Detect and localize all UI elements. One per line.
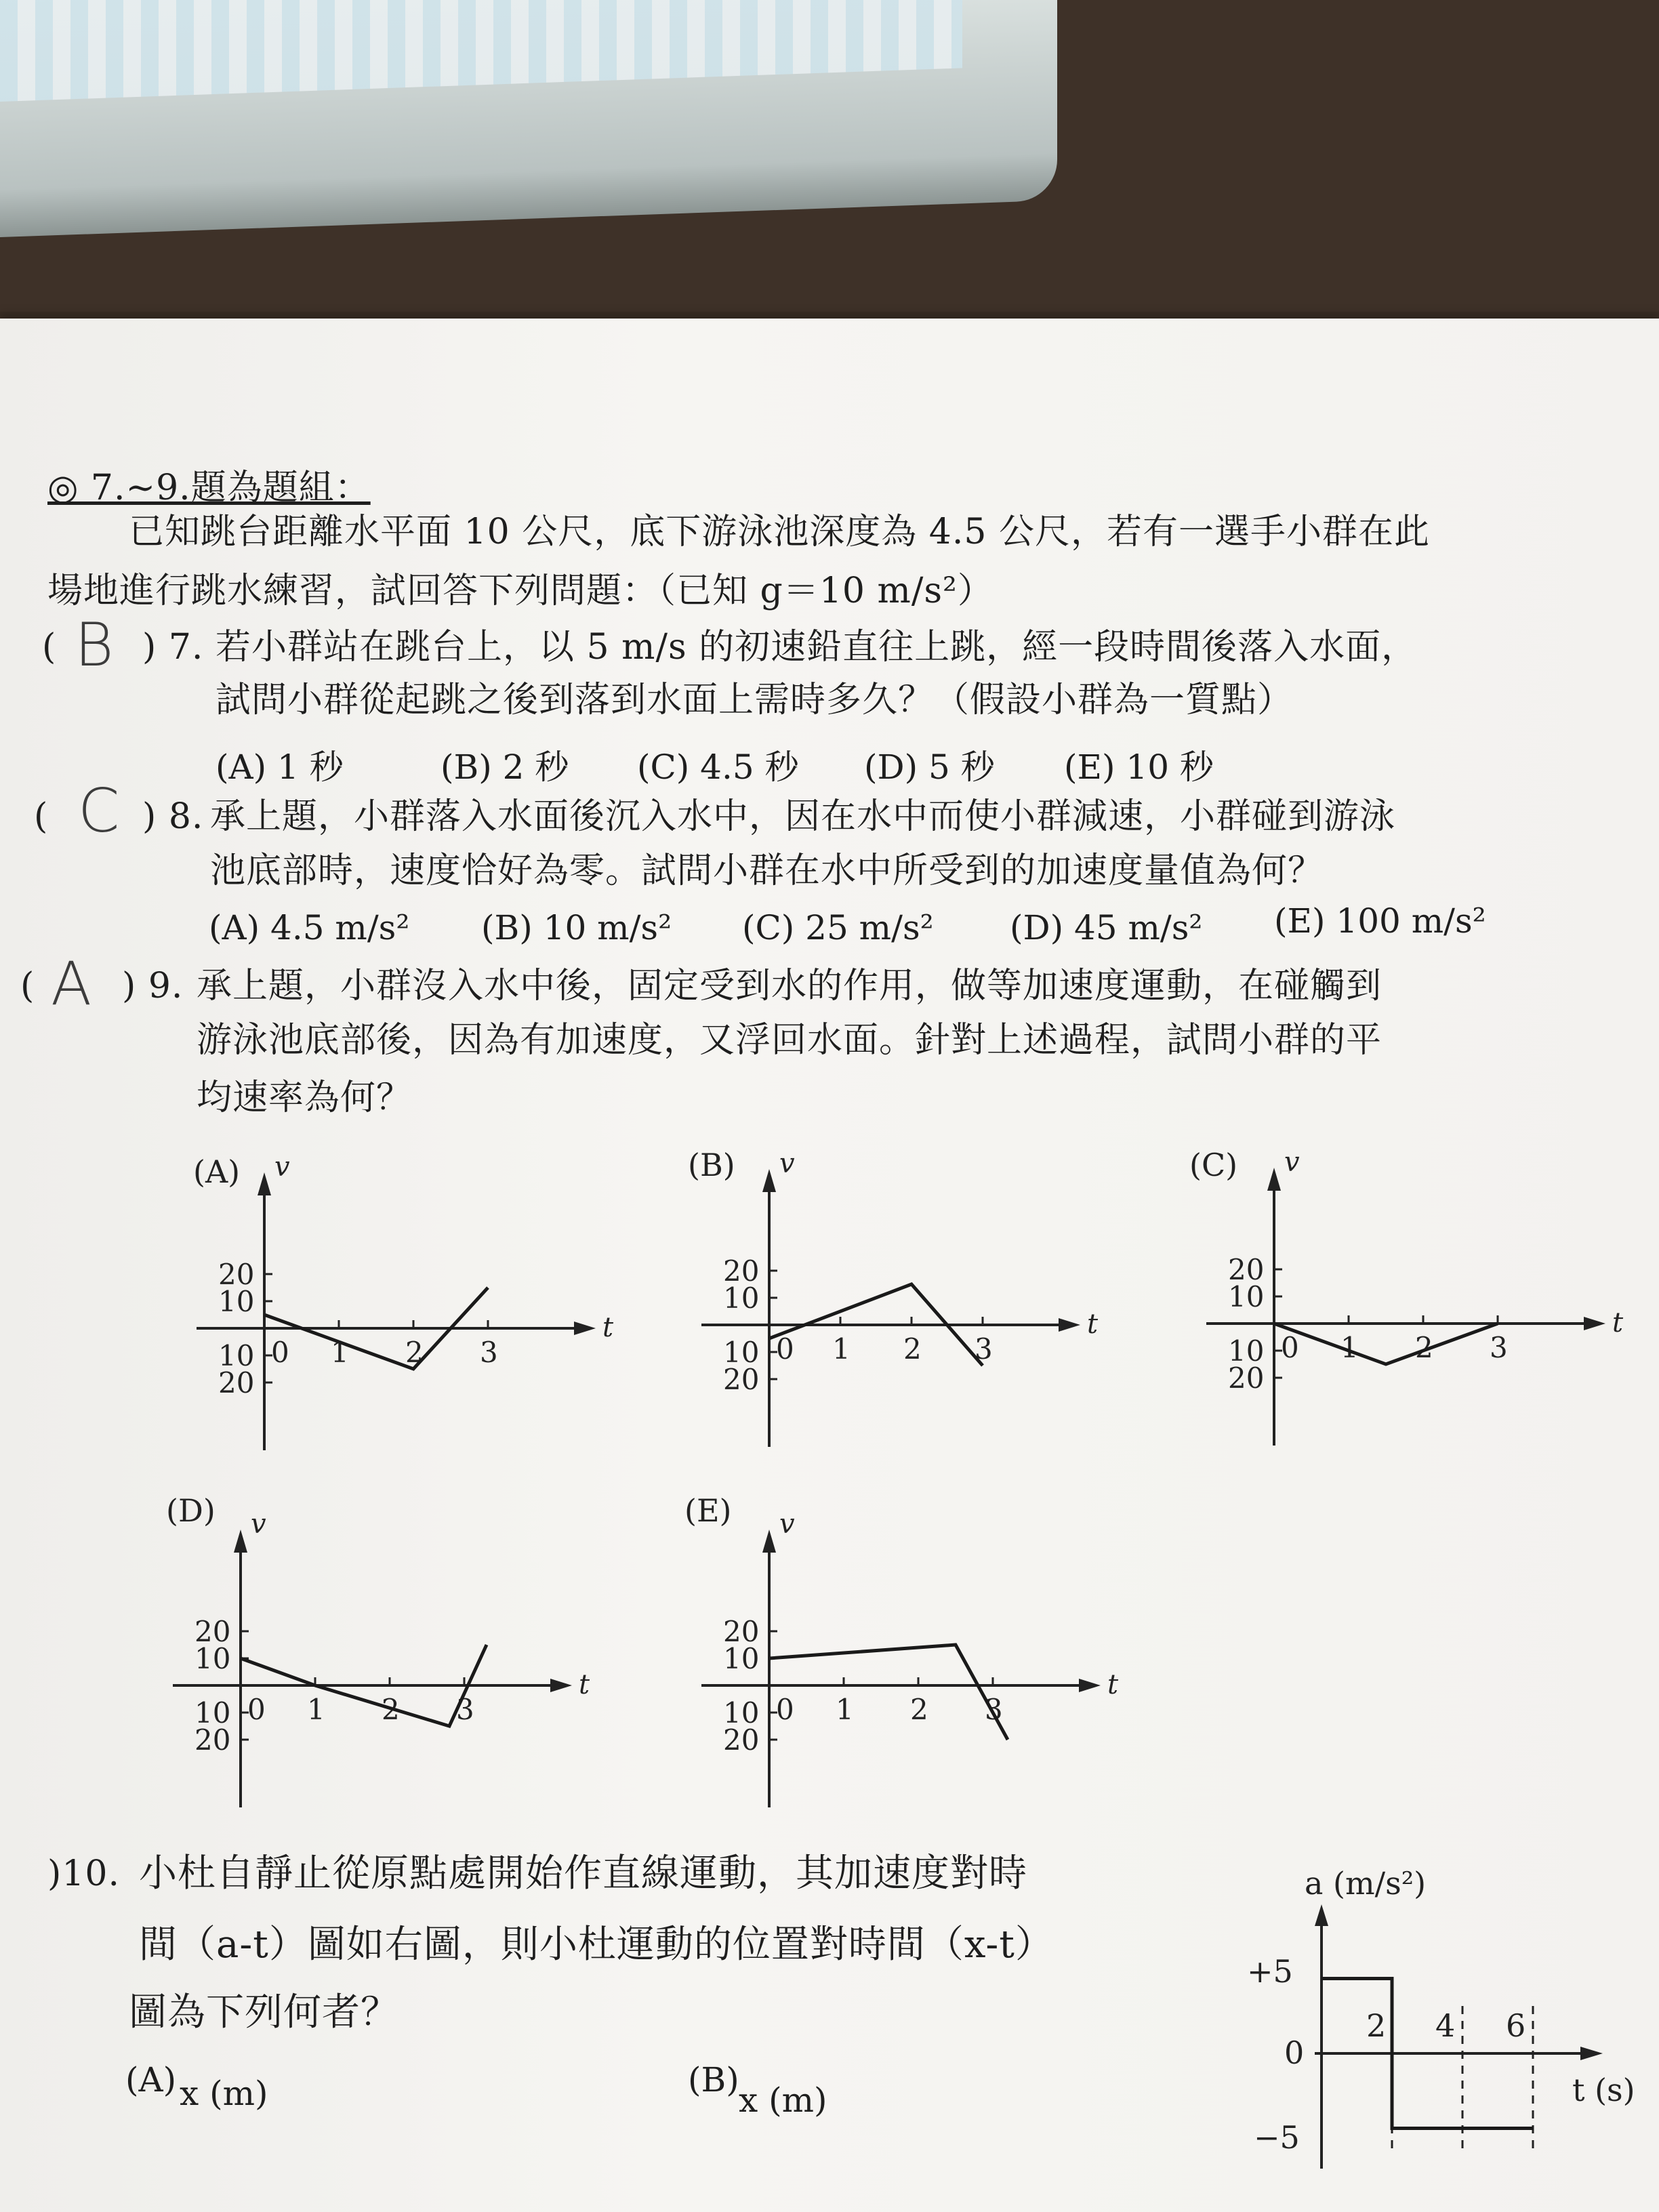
graph-a-t-label: t [602,1312,614,1343]
q10-option-a: (A) [125,2060,177,2100]
graph-e-y-tick-label: 20 [723,1723,760,1757]
at-graph-y-tick-label: 0 [1284,2034,1305,2071]
graph-a-v-arrow [258,1172,271,1195]
at-graph-x-label: t (s) [1572,2072,1635,2108]
q9-line-3: 均速率為何？ [197,1078,413,1118]
q7-number: ) 7. [142,627,204,668]
graph-c-x-tick-label: 0 [1281,1331,1299,1364]
q10-option-a-axis-label: x (m) [180,2074,268,2113]
graph-c-v-arrow [1267,1168,1281,1191]
q10-option-b-axis-label: x (m) [739,2081,827,2120]
graph-a-x-tick-label: 2 [405,1336,424,1369]
graph-a-y-tick-label: 10 [218,1339,255,1372]
at-graph-y-tick-label: +5 [1247,1953,1293,1990]
graph-d-v-arrow [234,1530,247,1553]
q9-number: ) 9. [122,966,184,1006]
at-graph-a-arrow [1315,1904,1328,1926]
graph-e-velocity-line [769,1645,1008,1740]
q10-line-1: 小杜自靜止從原點處開始作直線運動，其加速度對時 [139,1851,1027,1896]
q7-option-c: (C) 4.5 秒 [637,747,799,787]
graph-d-y-tick-label: 20 [194,1723,231,1757]
q9-line-2: 游泳池底部後，因為有加速度，又浮回水面。針對上述過程，試問小群的平 [197,1020,1382,1061]
q8-option-e: (E) 100 m/s² [1274,901,1486,941]
graph-d-v-label: v [251,1509,266,1540]
graph-a-t-arrow [574,1322,596,1335]
q8-paren: ( [34,796,49,837]
graph-b-y-tick-label: 10 [723,1336,760,1369]
graph-b-label: (B) [688,1147,735,1183]
graph-b-v-label: v [779,1148,795,1179]
graph-e-y-tick-label: 10 [723,1642,760,1675]
graph-e-x-tick-label: 2 [910,1693,928,1726]
graph-b-x-tick-label: 1 [832,1332,851,1366]
graph-c-y-tick-label: 20 [1228,1253,1265,1286]
at-graph-t-arrow [1580,2047,1603,2060]
graph-e-x-tick-label: 3 [985,1693,1003,1726]
graph-d-x-tick-label: 1 [307,1693,325,1726]
graph-c-t-label: t [1612,1307,1624,1338]
graph-c-y-tick-label: 20 [1228,1361,1265,1395]
graph-d-t-label: t [579,1669,590,1700]
graph-e-x-tick-label: 1 [836,1693,854,1726]
q9-line-1: 承上題，小群沒入水中後，固定受到水的作用，做等加速度運動，在碰觸到 [197,966,1382,1006]
graph-e-y-tick-label: 20 [723,1615,760,1648]
graph-d-y-tick-label: 10 [194,1642,231,1675]
graph-a-x-tick-label: 1 [331,1336,349,1369]
graph-c-y-tick-label: 10 [1228,1334,1265,1368]
graph-e-t-arrow [1079,1679,1101,1692]
graph-b-x-tick-label: 2 [903,1332,922,1366]
at-graph-x-tick-label: 2 [1366,2007,1387,2044]
q7-option-a: (A) 1 秒 [216,747,344,787]
q7-option-d: (D) 5 秒 [864,747,995,787]
q7-option-b: (B) 2 秒 [441,747,569,787]
graph-c-x-tick-label: 3 [1490,1331,1508,1364]
q7-line-2: 試問小群從起跳之後到落到水面上需時多久？（假設小群為一質點） [216,680,1294,720]
graph-a-label: (A) [193,1153,241,1190]
graph-b-v-arrow [762,1169,776,1192]
graph-a-y-tick-label: 20 [218,1366,255,1399]
intro-line-2: 場地進行跳水練習，試回答下列問題：（已知 g＝10 m/s²） [47,571,994,611]
q8-line-1: 承上題，小群落入水面後沉入水中，因在水中而使小群減速，小群碰到游泳 [210,796,1396,837]
q9-paren: ( [20,966,35,1006]
graph-c-x-tick-label: 2 [1415,1331,1433,1364]
graph-c-label: (C) [1189,1147,1238,1183]
graph-e-t-label: t [1107,1669,1119,1700]
graph-b-y-tick-label: 20 [723,1254,760,1288]
graph-d-t-arrow [550,1679,572,1692]
graph-a-y-tick-label: 20 [218,1258,255,1291]
graph-c-x-tick-label: 1 [1340,1331,1359,1364]
at-graph-y-label: a (m/s²) [1305,1865,1427,1902]
q8-answer-handwritten: C [78,776,120,846]
at-graph-x-tick-label: 4 [1435,2007,1456,2044]
q10-line-2: 間（a-t）圖如右圖，則小杜運動的位置對時間（x-t） [139,1923,1054,1967]
graph-e-v-arrow [762,1530,776,1553]
graph-b-y-tick-label: 10 [723,1282,760,1315]
q9-answer-handwritten: A [51,949,92,1019]
q8-line-2: 池底部時，速度恰好為零。試問小群在水中所受到的加速度量值為何？ [210,851,1324,891]
graph-d-y-tick-label: 10 [194,1696,231,1729]
q10-option-b: (B) [688,2060,739,2100]
graph-a-x-tick-label: 0 [271,1336,289,1369]
q7-answer-handwritten: B [75,610,114,680]
q7-paren: ( [42,627,57,668]
graph-c-y-tick-label: 10 [1228,1280,1265,1313]
graph-a-v-label: v [274,1151,290,1183]
q7-option-e: (E) 10 秒 [1064,747,1214,787]
graph-b-t-label: t [1087,1309,1099,1340]
graph-a-x-tick-label: 3 [480,1336,498,1369]
graph-b-y-tick-label: 20 [723,1363,760,1396]
q8-option-a: (A) 4.5 m/s² [209,908,410,947]
graph-c-v-label: v [1284,1147,1300,1178]
q7-line-1: 若小群站在跳台上，以 5 m/s 的初速鉛直往上跳，經一段時間後落入水面， [216,627,1418,668]
q8-number: ) 8. [142,796,204,837]
graph-b-t-arrow [1059,1318,1080,1332]
graph-c-t-arrow [1584,1317,1605,1330]
at-graph-x-tick-label: 6 [1506,2007,1526,2044]
graph-b-x-tick-label: 0 [776,1332,794,1366]
graph-d-label: (D) [166,1492,216,1529]
graph-d-y-tick-label: 20 [194,1615,231,1648]
graph-e-v-label: v [779,1509,795,1540]
graph-e-label: (E) [684,1492,732,1529]
q10-line-3: 圖為下列何者？ [129,1990,399,2034]
graph-d-x-tick-label: 2 [382,1693,400,1726]
intro-line-1: 已知跳台距離水平面 10 公尺，底下游泳池深度為 4.5 公尺，若有一選手小群在此 [129,512,1430,552]
graph-d-x-tick-label: 0 [247,1693,266,1726]
group-header: ◎ 7.~9.題為題組： [47,468,371,508]
graph-d-x-tick-label: 3 [456,1693,474,1726]
graph-b-x-tick-label: 3 [975,1332,993,1366]
graph-e-y-tick-label: 10 [723,1696,760,1729]
at-graph-y-tick-label: −5 [1254,2119,1300,2156]
graph-a-y-tick-label: 10 [218,1285,255,1318]
q8-option-b: (B) 10 m/s² [481,908,672,947]
graph-e-x-tick-label: 0 [776,1693,794,1726]
q8-option-c: (C) 25 m/s² [742,908,934,947]
q8-option-d: (D) 45 m/s² [1010,908,1203,947]
graph-c-velocity-line [1274,1324,1498,1364]
q10-number: )10. [47,1853,120,1894]
